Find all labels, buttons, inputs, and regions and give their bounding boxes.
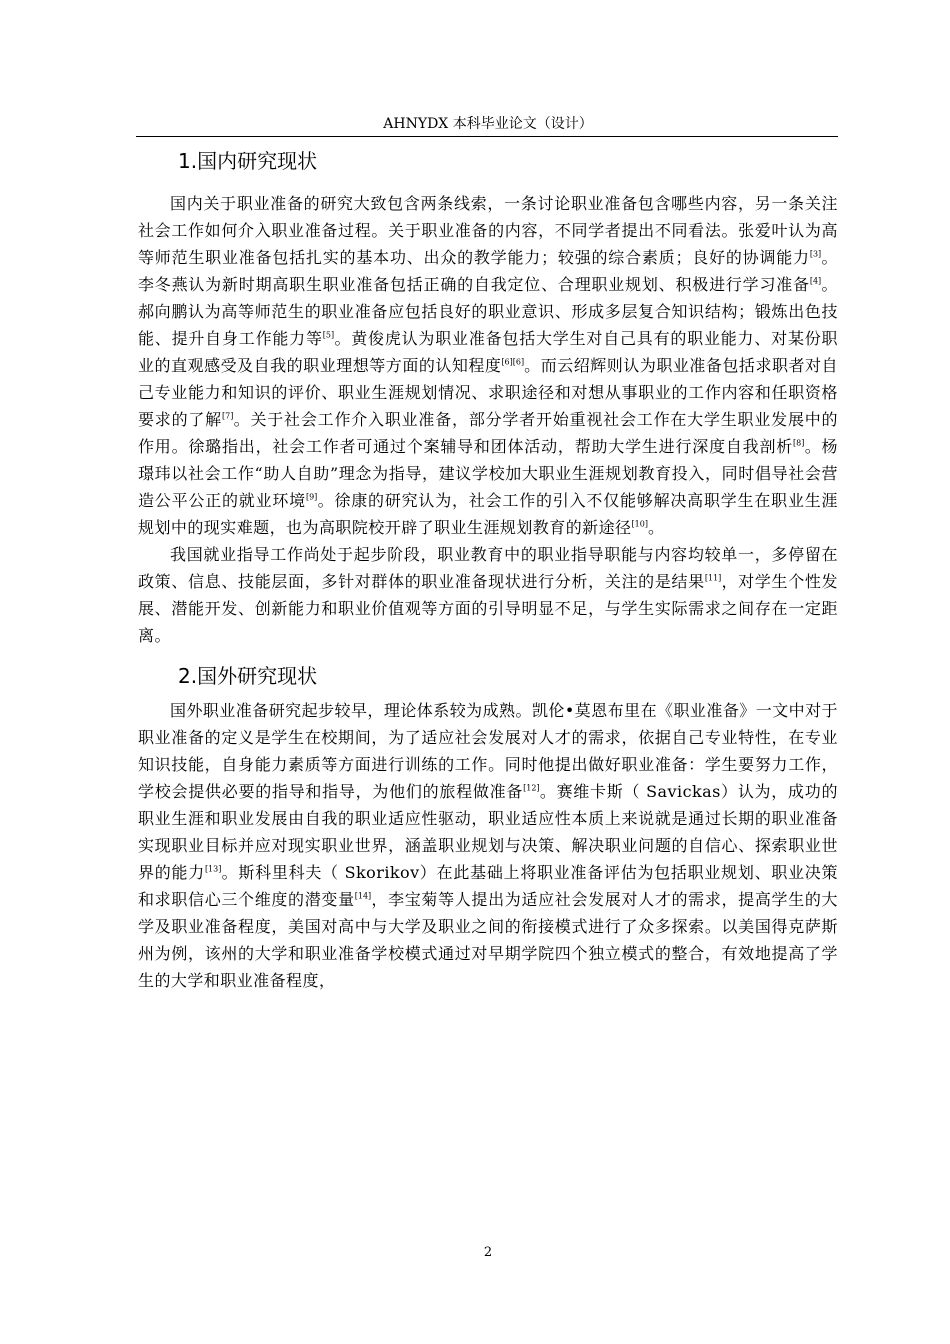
citation-ref: [5] bbox=[322, 330, 335, 340]
paragraph bbox=[138, 190, 838, 541]
citation-ref: [12] bbox=[523, 783, 540, 793]
running-header: AHNYDX 本科毕业论文（设计） bbox=[383, 116, 593, 132]
paragraph-text: 。黄俊虎认为职业准备包括大学生对自己具有的职业能力、对某份职业的直观感受及自我的职业理想等方面的认知程度 bbox=[138, 329, 838, 375]
paragraph-text: 。杨璟玮以社会工作“助人自助”理念为指导，建议学校加大职业生涯规划教育投入，同时倡导社会营造公平公正的就业环境 bbox=[138, 437, 838, 510]
paragraph-text: 。李冬燕认为新时期高职生职业准备包括正确的自我定位、合理职业规划、积极进行学习准备 bbox=[138, 248, 838, 294]
citation-ref: [7] bbox=[221, 411, 234, 421]
paragraph-text: 。关于社会工作介入职业准备，部分学者开始重视社会工作在大学生职业发展中的作用。徐璐指出，社会工作者可通过个案辅导和团体活动，帮助大学生进行深度自我剖析 bbox=[138, 410, 838, 456]
citation-ref: [10] bbox=[631, 519, 648, 529]
paragraph-text: ，对学生个性发展、潜能开发、创新能力和职业价值观等方面的引导明显不足，与学生实际需求之间存在一定距离。 bbox=[138, 572, 838, 645]
header-rule bbox=[136, 136, 838, 137]
page-body bbox=[138, 142, 838, 994]
citation-ref: [8] bbox=[793, 438, 805, 448]
paragraph-text: 。赛维卡斯（ Savickas）认为，成功的职业生涯和职业发展由自我的职业适应性驱动，职业适应性本质上来说就是通过长期的职业准备实现职业目标并应对现实职业世界，涵盖职业规划与决策、解决职业问题的自信心、探索职业世界的能力 bbox=[138, 782, 838, 882]
citation-ref: [9] bbox=[305, 492, 318, 502]
paragraph-text: ，李宝菊等人提出为适应社会发展对人才的需求，提高学生的大学及职业准备程度，美国对高中与大学及职业之间的衔接模式进行了众多探索。以美国得克萨斯州为例，该州的大学和职业准备学校模式通过对早期学院四个独立模式的整合，有效地提高了学生的大学和职业准备程度， bbox=[138, 890, 838, 990]
paragraph-text: 。郝向鹏认为高等师范生的职业准备应包括良好的职业意识、形成多层复合知识结构；锻炼出色技能、提升自身工作能力等 bbox=[138, 275, 838, 348]
paragraph-text: 国内关于职业准备的研究大致包含两条线索，一条讨论职业准备包含哪些内容，另一条关注社会工作如何介入职业准备过程。关于职业准备的内容，不同学者提出不同看法。张爱叶认为高等师范生职业准备包括扎实的基本功、出众的教学能力；较强的综合素质；良好的协调能力 bbox=[138, 194, 838, 267]
citation-ref: [11] bbox=[704, 573, 722, 583]
paragraph-text: 国外职业准备研究起步较早，理论体系较为成熟。凯伦•莫恩布里在《职业准备》一文中对于职业准备的定义是学生在校期间，为了适应社会发展对人才的需求，依据自己专业特性，在专业知识技能，自身能力素质等方面进行训练的工作。同时他提出做好职业准备：学生要努力工作，学校会提供必要的指导和指导，为他们的旅程做准备 bbox=[138, 701, 838, 801]
paragraph-text: 。斯科里科夫（ Skorikov）在此基础上将职业准备评估为包括职业规划、职业决策和求职信心三个维度的潜变量 bbox=[138, 863, 838, 909]
citation-ref: [6][6] bbox=[501, 357, 525, 367]
paragraph bbox=[138, 697, 838, 994]
section-heading-foreign: 2.国外研究现状 bbox=[178, 664, 318, 688]
paragraph-text: 。而云绍辉则认为职业准备包括求职者对自己专业能力和知识的评价、职业生涯规划情况、求职途径和对想从事职业的工作内容和任职资格要求的了解 bbox=[138, 356, 838, 429]
paragraph-text: 。徐康的研究认为，社会工作的引入不仅能够解决高职学生在职业生涯规划中的现实难题，也为高职院校开辟了职业生涯规划教育的新途径 bbox=[138, 491, 838, 537]
paragraph bbox=[138, 541, 838, 649]
citation-ref: [13] bbox=[204, 864, 222, 874]
page-number: 2 bbox=[483, 1245, 493, 1260]
citation-ref: [4] bbox=[809, 276, 822, 286]
paragraph-text: 我国就业指导工作尚处于起步阶段，职业教育中的职业指导职能与内容均较单一，多停留在政策、信息、技能层面，多针对群体的职业准备现状进行分析，关注的是结果 bbox=[138, 545, 838, 591]
section-heading-domestic: 1.国内研究现状 bbox=[178, 149, 318, 173]
paragraph-text: 。 bbox=[647, 518, 665, 537]
citation-ref: [14] bbox=[354, 891, 372, 901]
citation-ref: [3] bbox=[809, 249, 822, 259]
